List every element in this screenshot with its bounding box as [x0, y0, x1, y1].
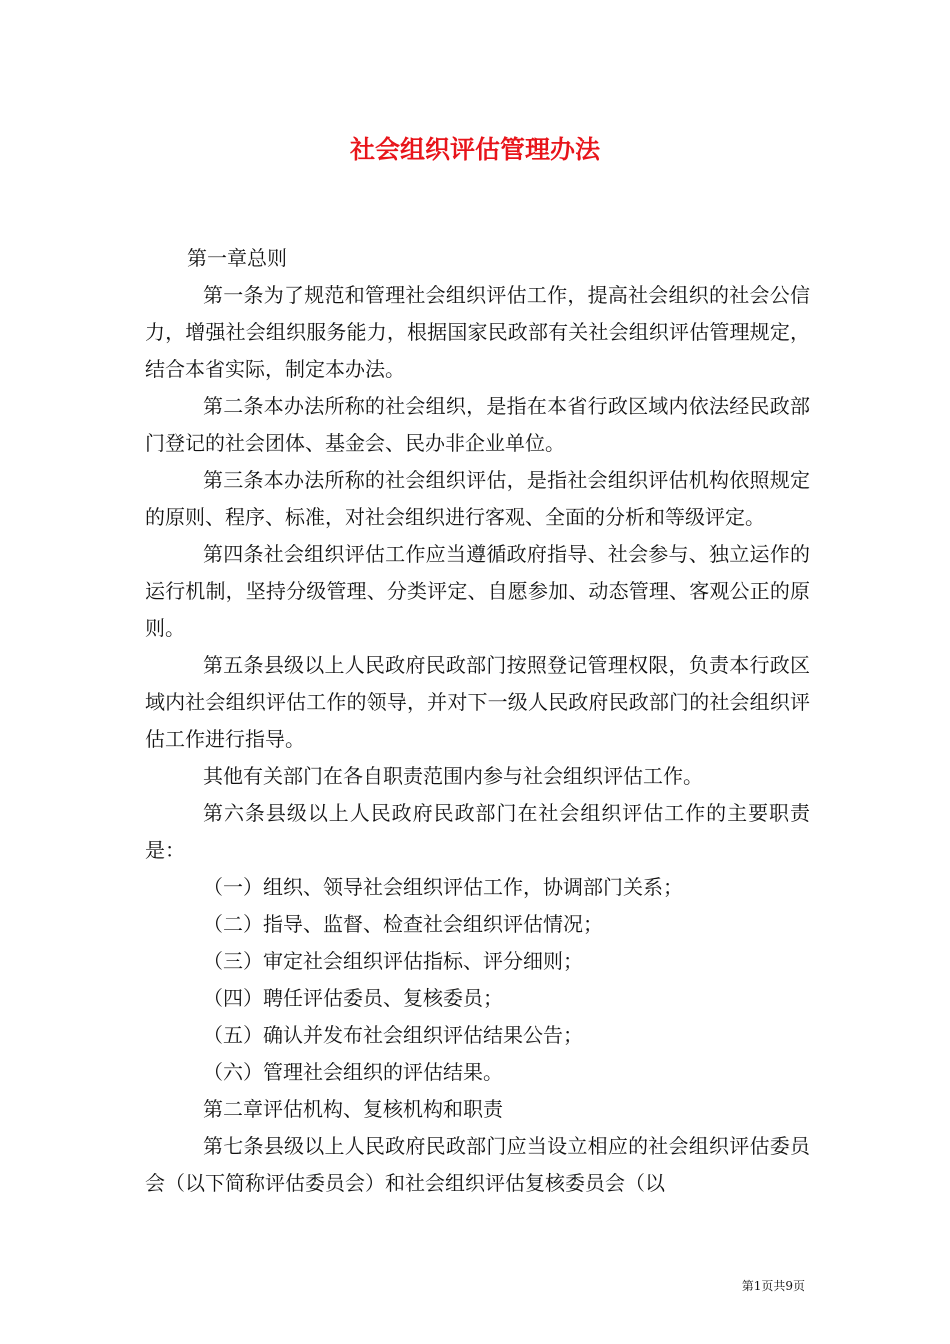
list-item: （四）聘任评估委员、复核委员； — [203, 986, 503, 1010]
chapter-heading: 第一章总则 — [187, 246, 287, 270]
document-title: 社会组织评估管理办法 — [349, 135, 600, 164]
document-body — [145, 240, 810, 1202]
article-paragraph: 其他有关部门在各自职责范围内参与社会组织评估工作。 — [203, 764, 703, 788]
chapter-heading: 第二章评估机构、复核机构和职责 — [203, 1097, 503, 1121]
list-item: （二）指导、监督、检查社会组织评估情况； — [203, 912, 603, 936]
article-paragraph: 第六条县级以上人民政府民政部门在社会组织评估工作的主要职责是： — [145, 801, 810, 862]
article-paragraph: 第五条县级以上人民政府民政部门按照登记管理权限，负责本行政区域内社会组织评估工作的领导，并对下一级人民政府民政部门的社会组织评估工作进行指导。 — [145, 653, 810, 751]
list-item: （一）组织、领导社会组织评估工作，协调部门关系； — [203, 875, 683, 899]
page-number: 第1页共9页 — [741, 1279, 805, 1293]
article-paragraph: 第一条为了规范和管理社会组织评估工作，提高社会组织的社会公信力，增强社会组织服务能力，根据国家民政部有关社会组织评估管理规定，结合本省实际，制定本办法。 — [145, 283, 810, 381]
list-item: （五）确认并发布社会组织评估结果公告； — [203, 1023, 583, 1047]
list-item: （六）管理社会组织的评估结果。 — [203, 1060, 503, 1084]
article-paragraph: 第四条社会组织评估工作应当遵循政府指导、社会参与、独立运作的运行机制，坚持分级管理、分类评定、自愿参加、动态管理、客观公正的原则。 — [145, 542, 810, 640]
list-item: （三）审定社会组织评估指标、评分细则； — [203, 949, 583, 973]
article-paragraph: 第二条本办法所称的社会组织，是指在本省行政区域内依法经民政部门登记的社会团体、基金会、民办非企业单位。 — [145, 394, 810, 455]
article-paragraph: 第七条县级以上人民政府民政部门应当设立相应的社会组织评估委员会（以下简称评估委员会）和社会组织评估复核委员会（以 — [145, 1134, 810, 1195]
article-paragraph: 第三条本办法所称的社会组织评估，是指社会组织评估机构依照规定的原则、程序、标准，对社会组织进行客观、全面的分析和等级评定。 — [145, 468, 810, 529]
